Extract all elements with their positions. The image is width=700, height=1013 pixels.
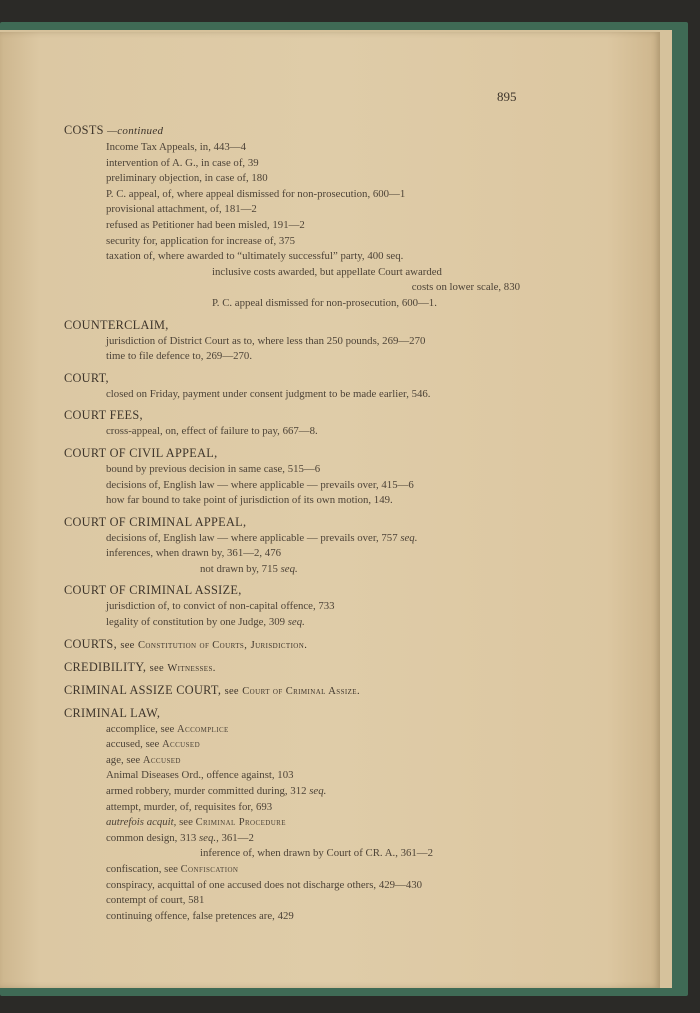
entry-costs: [0, 122, 660, 312]
sub-entry: common design, 313 seq., 361—2: [106, 831, 254, 844]
book-page: [0, 32, 660, 988]
sub-entry: jurisdiction of, to convict of non-capital offence, 733: [106, 600, 335, 613]
sub-entry-continuation: costs on lower scale, 830: [411, 281, 520, 294]
sub-entry: autrefois acquit, see Criminal Procedure: [106, 816, 286, 829]
entry-heading: COURT OF CRIMINAL ASSIZE,: [64, 583, 242, 598]
page-number: 895: [497, 89, 517, 104]
sub-entry: decisions of, English law — where applicable — prevails over, 415—6: [106, 478, 414, 491]
sub-entry: decisions of, English law — where applicable — prevails over, 757 seq.: [106, 531, 418, 544]
sub-entry: conspiracy, acquittal of one accused does not discharge others, 429—430: [106, 878, 423, 891]
entry-courts: [0, 636, 660, 654]
sub-entry: taxation of, where awarded to “ultimately successful” party, 400 seq.: [106, 250, 404, 263]
sub-entry: jurisdiction of District Court as to, where less than 250 pounds, 269—270: [106, 334, 426, 347]
sub-entry: intervention of A. G., in case of, 39: [106, 156, 259, 169]
entry-counterclaim: [0, 317, 660, 365]
sub-entry: provisional attachment, of, 181—2: [106, 203, 257, 216]
sub-entry: age, see Accused: [106, 753, 181, 766]
entry-heading: CRIMINAL LAW,: [64, 705, 161, 720]
sub-entry: Animal Diseases Ord., offence against, 103: [106, 769, 294, 782]
sub-entry: continuing offence, false pretences are, 429: [106, 909, 294, 922]
entry-heading: COURT OF CIVIL APPEAL,: [64, 445, 218, 460]
entry-heading: COSTS —continued: [64, 123, 164, 137]
sub-entry: cross-appeal, on, effect of failure to pay, 667—8.: [106, 425, 318, 438]
entry-heading: COURT FEES,: [64, 408, 143, 423]
sub-entry: armed robbery, murder committed during, 312 seq.: [106, 785, 327, 798]
sub-entry: accomplice, see Accomplice: [106, 722, 229, 735]
entry-criminal-law: [0, 705, 660, 925]
sub-entry-continuation: inference of, when drawn by Court of CR. A., 361—2: [200, 847, 433, 860]
sub-entry: closed on Friday, payment under consent judgment to be made earlier, 546.: [106, 387, 431, 400]
entry-court-of-criminal-appeal: [0, 514, 660, 578]
sub-entry: P. C. appeal, of, where appeal dismissed for non-prosecution, 600—1: [106, 187, 406, 200]
sub-entry-continuation: P. C. appeal dismissed for non-prosecution, 600—1.: [212, 296, 437, 309]
entry-court-of-civil-appeal: [0, 445, 660, 509]
sub-entry: legality of constitution by one Judge, 309 seq.: [106, 616, 305, 629]
entry-court-of-criminal-assize: [0, 582, 660, 630]
entry-criminal-assize-court: [0, 682, 660, 700]
sub-entry: accused, see Accused: [106, 738, 201, 751]
entry-credibility: [0, 659, 660, 677]
sub-entry: refused as Petitioner had been misled, 191—2: [106, 218, 305, 231]
entry-heading: COUNTERCLAIM,: [64, 317, 169, 332]
entry-court: [0, 370, 660, 403]
sub-entry: contempt of court, 581: [106, 894, 205, 907]
sub-entry-continuation: inclusive costs awarded, but appellate Court awarded: [212, 265, 442, 278]
entry-heading: CRIMINAL ASSIZE COURT, see Court of Criminal Assize.: [64, 682, 360, 697]
sub-entry: Income Tax Appeals, in, 443—4: [106, 141, 246, 153]
entry-heading: CREDIBILITY, see Witnesses.: [64, 659, 216, 674]
index-list: [0, 122, 660, 924]
entry-heading: COURT OF CRIMINAL APPEAL,: [64, 514, 247, 529]
sub-entry-continuation: not drawn by, 715 seq.: [200, 562, 298, 575]
sub-entry: preliminary objection, in case of, 180: [106, 172, 268, 185]
sub-entry: bound by previous decision in same case, 515—6: [106, 462, 321, 475]
sub-entry: security for, application for increase of, 375: [106, 234, 296, 247]
sub-entry: time to file defence to, 269—270.: [106, 350, 253, 363]
entry-heading: COURT,: [64, 370, 109, 385]
sub-entry: how far bound to take point of jurisdiction of its own motion, 149.: [106, 494, 393, 507]
entry-court-fees: [0, 407, 660, 440]
entry-heading: COURTS, see Constitution of Courts, Jurisdiction.: [64, 636, 308, 651]
sub-entry: attempt, murder, of, requisites for, 693: [106, 800, 273, 813]
sub-entry: inferences, when drawn by, 361—2, 476: [106, 547, 282, 560]
sub-entry: confiscation, see Confiscation: [106, 863, 239, 875]
